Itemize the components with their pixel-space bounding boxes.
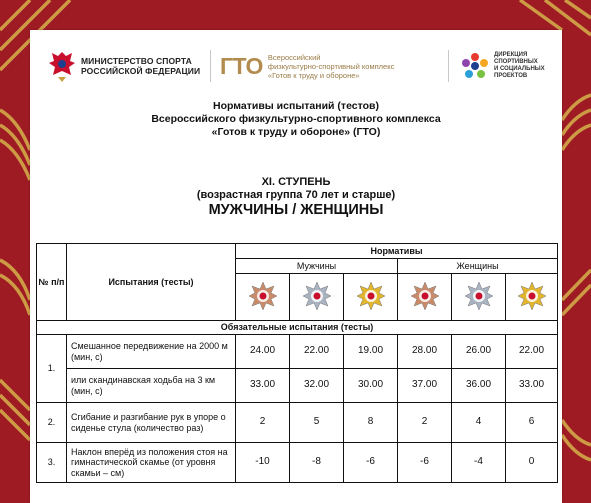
norm-value: 33.00 xyxy=(506,369,558,403)
col-num-header: № п/п xyxy=(37,244,67,321)
norm-value: 19.00 xyxy=(344,335,398,369)
badge-cell xyxy=(344,274,398,321)
silver-badge-icon xyxy=(464,281,494,311)
gto-mark: ГТО xyxy=(220,53,263,79)
norm-value: 8 xyxy=(344,403,398,443)
gto-line1: Всероссийский xyxy=(267,52,321,62)
test-name: или скандинавская ходьба на 3 км (мин, с) xyxy=(67,369,236,403)
gold-badge-icon xyxy=(517,281,547,311)
norm-value: 24.00 xyxy=(236,335,290,369)
header-logos xyxy=(30,44,562,88)
stage-line3: МУЖЧИНЫ / ЖЕНЩИНЫ xyxy=(208,202,384,218)
header-separator xyxy=(210,50,211,82)
title-line1: Нормативы испытаний (тестов) xyxy=(213,100,379,112)
title-line2: Всероссийского физкультурно-спортивного комплекса xyxy=(151,113,441,125)
norm-value: 22.00 xyxy=(506,335,558,369)
table-row xyxy=(37,403,558,443)
table-row xyxy=(37,443,558,483)
norm-value: 37.00 xyxy=(398,369,452,403)
table-body xyxy=(37,335,558,483)
table-row xyxy=(37,369,558,403)
bronze-badge-icon xyxy=(248,281,278,311)
norm-value: -10 xyxy=(236,443,290,483)
stage-line2: (возрастная группа 70 лет и старше) xyxy=(196,189,396,201)
norm-value: 0 xyxy=(506,443,558,483)
header-separator xyxy=(448,50,449,82)
proj-line2: СПОРТИВНЫХ xyxy=(494,59,538,65)
col-tests-header: Испытания (тесты) xyxy=(67,244,236,321)
norm-value: 33.00 xyxy=(236,369,290,403)
badge-cell xyxy=(398,274,452,321)
norm-value: 28.00 xyxy=(398,335,452,369)
norm-value: 5 xyxy=(290,403,344,443)
projects-logo xyxy=(460,44,562,88)
norm-value: 26.00 xyxy=(452,335,506,369)
gto-line3: «Готов к труду и обороне» xyxy=(267,70,360,80)
section-mandatory: Обязательные испытания (тесты) xyxy=(37,321,558,335)
proj-line3: И СОЦИАЛЬНЫХ xyxy=(494,66,545,72)
projects-star-icon xyxy=(460,51,490,81)
title-line3: «Готов к труду и обороне» (ГТО) xyxy=(211,126,381,138)
stage-line1: XI. СТУПЕНЬ xyxy=(261,176,331,188)
norm-value: 6 xyxy=(506,403,558,443)
ministry-line1: МИНИСТЕРСТВО СПОРТА xyxy=(81,56,192,66)
norm-value: 36.00 xyxy=(452,369,506,403)
badge-cell xyxy=(236,274,290,321)
norm-value: -4 xyxy=(452,443,506,483)
coat-of-arms-icon xyxy=(48,49,76,83)
row-number: 3. xyxy=(37,443,67,483)
norm-value: -8 xyxy=(290,443,344,483)
document-sheet xyxy=(30,30,562,503)
norm-value: -6 xyxy=(398,443,452,483)
norm-value: -6 xyxy=(344,443,398,483)
row-number: 1. xyxy=(37,335,67,403)
proj-line1: ДИРЕКЦИЯ xyxy=(494,52,528,58)
women-header: Женщины xyxy=(398,259,558,274)
test-name: Смешанное передвижение на 2000 м (мин, с) xyxy=(67,335,236,369)
row-number: 2. xyxy=(37,403,67,443)
norm-value: 22.00 xyxy=(290,335,344,369)
badge-cell xyxy=(290,274,344,321)
bronze-badge-icon xyxy=(410,281,440,311)
men-header: Мужчины xyxy=(236,259,398,274)
table-header-row xyxy=(37,244,558,259)
norm-value: 30.00 xyxy=(344,369,398,403)
test-name: Сгибание и разгибание рук в упоре о сиденье стула (количество раз) xyxy=(67,403,236,443)
gold-badge-icon xyxy=(356,281,386,311)
norm-value: 32.00 xyxy=(290,369,344,403)
norm-value: 2 xyxy=(398,403,452,443)
norm-value: 4 xyxy=(452,403,506,443)
col-norms-header: Нормативы xyxy=(236,244,558,259)
gto-line2: физкультурно-спортивный комплекс xyxy=(267,61,395,71)
badge-cell xyxy=(452,274,506,321)
norms-table xyxy=(36,243,558,483)
norm-value: 2 xyxy=(236,403,290,443)
gto-logo xyxy=(220,44,438,88)
stage-heading xyxy=(30,176,562,219)
section-row xyxy=(37,321,558,335)
document-title xyxy=(30,100,562,139)
badge-cell xyxy=(506,274,558,321)
silver-badge-icon xyxy=(302,281,332,311)
test-name: Наклон вперёд из положения стоя на гимнастической скамье (от уровня скамьи – см) xyxy=(67,443,236,483)
proj-line4: ПРОЕКТОВ xyxy=(494,73,528,79)
table-row xyxy=(37,335,558,369)
ministry-line2: РОССИЙСКОЙ ФЕДЕРАЦИИ xyxy=(81,66,201,76)
ministry-logo xyxy=(48,44,201,88)
